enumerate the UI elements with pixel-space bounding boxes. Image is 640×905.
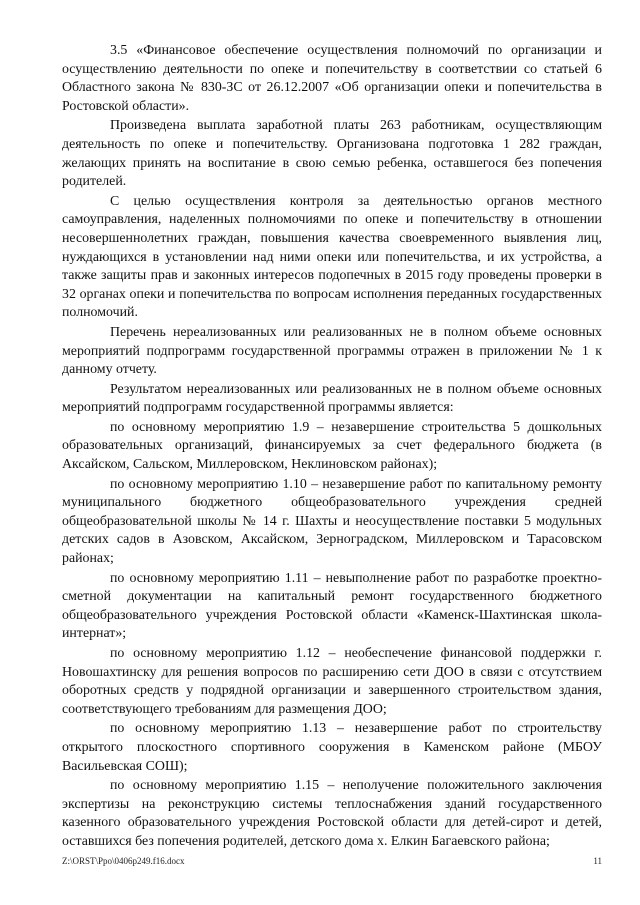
paragraph: по основному мероприятию 1.15 – неполучение положительного заключения экспертизы на реконструкцию системы теплоснабжения зданий государственного казенного образовательного учреждения Ростовской области для детей-сирот и детей, оставшихся без попечения родителей, детского дома х. Елкин Багаевского района; [62,778,602,849]
paragraph: Произведена выплата заработной платы 263 работникам, осуществляющим деятельность по опеке и попечительству. Организована подготовка 1 282 граждан, желающих принять на воспитание в свою семью ребенка, оставшегося без попечения родителей. [62,118,602,190]
paragraph: 3.5 «Финансовое обеспечение осуществления полномочий по организации и осуществлению деятельности по опеке и попечительству в соответствии со статьей 6 Областного закона № 830-ЗС от 26.12.2007 «Об организации опеки и попечительства в Ростовской области». [62,43,602,114]
page-number: 11 [593,856,602,866]
paragraph: по основному мероприятию 1.9 – незавершение строительства 5 дошкольных образовательных организаций, финансируемых за счет федерального бюджета (в Аксайском, Сальском, Миллеровском, Неклиновском районах); [62,419,602,473]
paragraph: по основному мероприятию 1.12 – необеспечение финансовой поддержки г. Новошахтинску для решения вопросов по расширению сети ДОО в связи с отсутствием оборотных средств у подрядной организации и завершенного строительством здания, соответствующего требованиям для размещения ДОО; [62,646,602,717]
footer-file-path: Z:\ORST\Ppo\0406p249.f16.docx [62,856,185,866]
paragraph: по основному мероприятию 1.10 – незавершение работ по капитальному ремонту муниципального бюджетного общеобразовательного учреждения средней общеобразовательной школы № 14 г. Шахты и неосуществление поставки 5 модульных детских садов в Азовском, Аксайском, Зерноградском, Миллеровском и Тарасовском районах; [62,476,602,567]
paragraph: по основному мероприятию 1.11 – невыполнение работ по разработке проектно-сметной документации на капитальный ремонт государственного бюджетного общеобразовательного учреждения Ростовской области «Каменск-Шахтинская школа-интернат»; [62,570,602,642]
paragraph: Перечень нереализованных или реализованных не в полном объеме основных мероприятий подпрограмм государственной программы отражен в приложении № 1 к данному отчету. [62,324,602,378]
paragraph: по основному мероприятию 1.13 – незавершение работ по строительству открытого плоскостного спортивного сооружения в Каменском районе (МБОУ Васильевская СОШ); [62,721,602,774]
paragraph: С целью осуществления контроля за деятельностью органов местного самоуправления, наделенных полномочиями по опеке и попечительству в отношении несовершеннолетних граждан, повышения качества своевременного выявления лиц, нуждающихся в установлении над ними опеки или попечительства, и их устройства, а также защиты прав и законных интересов подопечных в 2015 году проведены проверки в 32 органах опеки и попечительства по вопросам исполнения переданных государственных полномочий. [62,193,602,321]
paragraph: Результатом нереализованных или реализованных не в полном объеме основных мероприятий подпрограмм государственной программы является: [62,381,602,416]
document-body [62,42,602,853]
